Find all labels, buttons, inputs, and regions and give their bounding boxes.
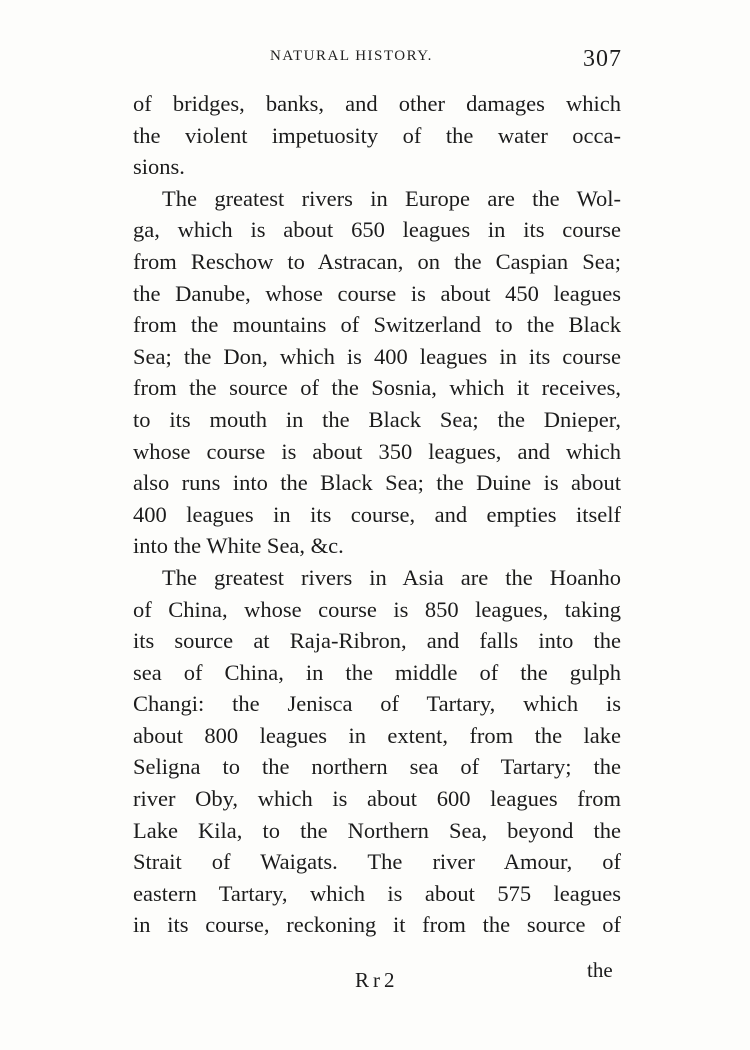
- text-line: of bridges, banks, and other damages which: [133, 91, 621, 116]
- paragraph-3: [133, 562, 621, 941]
- text-line: from the source of the Sosnia, which it receives,: [133, 375, 621, 401]
- text-line: in its course, reckoning it from the source of: [133, 912, 621, 938]
- text-line: about 800 leagues in extent, from the lake: [133, 722, 621, 748]
- text-line: Lake Kila, to the Northern Sea, beyond the: [133, 817, 621, 843]
- text-line: sea of China, in the middle of the gulph: [133, 659, 621, 685]
- text-line: Changi: the Jenisca of Tartary, which is: [133, 691, 621, 717]
- text-line: Seligna to the northern sea of Tartary; the: [133, 754, 621, 780]
- running-head: NATURAL HISTORY.: [270, 48, 433, 64]
- text-line: Sea; the Don, which is 400 leagues in its course: [133, 343, 621, 369]
- text-line: The greatest rivers in Europe are the Wol-: [162, 185, 621, 211]
- text-line: ga, which is about 650 leagues in its course: [133, 217, 621, 243]
- text-line: 400 leagues in its course, and empties itself: [133, 501, 621, 527]
- text-line: into the White Sea, &c.: [133, 533, 344, 559]
- paragraph-2: [133, 183, 621, 562]
- text-line: Strait of Waigats. The river Amour, of: [133, 849, 621, 875]
- text-line: its source at Raja-Ribron, and falls into the: [133, 628, 621, 654]
- signature-mark: Rr2: [355, 968, 399, 992]
- text-line: the violent impetuosity of the water occa-: [133, 122, 621, 148]
- text-line: also runs into the Black Sea; the Duine is about: [133, 470, 621, 496]
- text-line: The greatest rivers in Asia are the Hoanho: [162, 564, 621, 590]
- catchword: the: [587, 958, 613, 982]
- text-line: to its mouth in the Black Sea; the Dnieper,: [133, 406, 621, 432]
- text-line: from Reschow to Astracan, on the Caspian Sea;: [133, 248, 621, 274]
- paragraph-1: [133, 88, 621, 183]
- text-line: from the mountains of Switzerland to the Black: [133, 312, 621, 338]
- text-line: whose course is about 350 leagues, and which: [133, 438, 621, 464]
- body-text: [133, 88, 621, 941]
- text-line: eastern Tartary, which is about 575 leagues: [133, 880, 621, 906]
- text-line: river Oby, which is about 600 leagues from: [133, 786, 621, 812]
- text-line: sions.: [133, 154, 185, 180]
- page-number: 307: [583, 46, 622, 72]
- text-line: of China, whose course is 850 leagues, taking: [133, 596, 621, 622]
- text-line: the Danube, whose course is about 450 leagues: [133, 280, 621, 306]
